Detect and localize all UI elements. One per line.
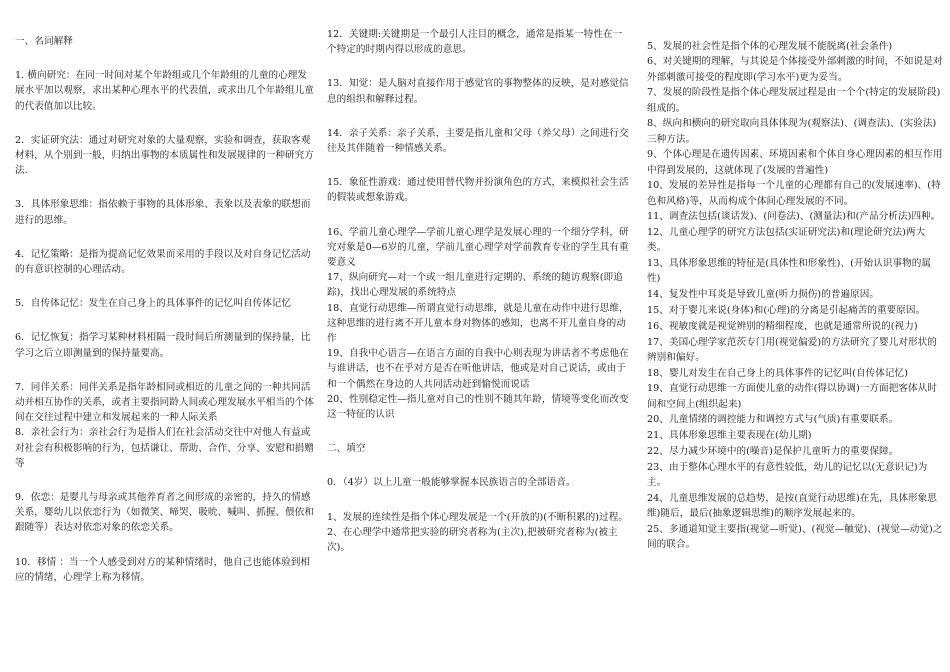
term-definition: 19、自我中心语言—在语言方面的自我中心则表现为讲话者不考虑他在与谁讲话，也不在乎对方是否在听他讲话，他或是对自己说话，或由于和一个偶然在身边的人共同活动赶到愉悦而说话 <box>327 348 629 390</box>
fill-in-item: 19、直觉行动思维一方面使儿童的动作(得以协调)一方面把客体从时间和空间上(组织起来) <box>647 383 937 410</box>
fill-in-item: 8、纵向和横向的研究取向具体体现为(观察法)、(调查法)、(实验法)三种方法。 <box>647 118 937 145</box>
fill-in-item: 21、具体形象思维主要表现在(幼儿期) <box>647 430 812 442</box>
column-middle <box>327 27 630 555</box>
section-heading-definitions: 一、名词解释 <box>15 36 73 47</box>
term-definition: 12．关键期:关键期是一个最引人注目的概念，通常是指某一特性在一个特定的时期内得以形成的意思。 <box>327 29 623 56</box>
fill-in-item: 9、个体心理是在遗传因素、环境因素和个体自身心理因素的相互作用中得到发展的，这就体现了(发展的普遍性) <box>647 149 943 176</box>
fill-in-item: 15、对于婴儿来说(身体)和(心理)的分离是引起痛苦的重要原因。 <box>647 304 926 316</box>
fill-in-item: 16、视敏度就是视觉辨别的精细程度，也就是通常所说的(视力) <box>647 320 918 332</box>
fill-in-item: 13、具体形象思维的特征是(具体性和形象性)、(开始认识事物的属性) <box>647 258 932 285</box>
fill-in-item: 7、发展的阶段性是指个体心理发展过程是由一个个(特定的发展阶段)组成的。 <box>647 87 941 114</box>
term-definition: 7．同伴关系：同伴关系是指年龄相同或相近的儿童之间的一种共同活动并相互协作的关系，或者主要指同龄人间或心理发展水平相当的个体间在交往过程中建立和发展起来的一种人际关系 <box>15 381 314 424</box>
term-definition: 5．自传体记忆：发生在自己身上的具体事件的记忆叫自传体记忆 <box>15 298 292 310</box>
fill-in-item: 20、儿童情绪的调控能力和调控方式与(气质)有重要联系。 <box>647 414 899 426</box>
term-definition: 6．记忆恢复：指学习某种材料相隔一段时间后所测量到的保持量，比学习之后立即测量到的保持量要高。 <box>15 332 311 359</box>
fill-in-item: 5、发展的社会性是指个体的心理发展不能脱离(社会条件) <box>647 40 893 52</box>
term-definition: 14．亲子关系：亲子关系，主要是指儿童和父母（养父母）之间进行交往及其伴随着一种情感关系。 <box>327 127 629 155</box>
term-definition: 2．实证研究法：通过对研究对象的大量观察，实验和调查，获取客观材料，从个别到一般，归纳出事物的本质属性和发展规律的一种研究方法. <box>15 134 314 177</box>
term-definition: 1. 横向研究：在同一时间对某个年龄组或几个年龄组的儿童的心理发展水平加以观察，求出某种心理水平的代表值，或求出几个年龄组儿童的代表值加以比较。 <box>15 70 314 112</box>
term-definition: 15．象征性游戏：通过使用替代物并扮演角色的方式，来模拟社会生活的假装或想象游戏。 <box>327 177 629 204</box>
fill-in-item: 17、美国心理学家范茨专门用(视觉偏爱)的方法研究了婴儿对形状的辨别和偏好。 <box>647 336 937 363</box>
section-heading-fill-in: 二、填空 <box>327 443 366 455</box>
fill-in-item: 1、发展的连续性是指个体心理发展是一个(开放的)(不断积累的)过程。 <box>327 511 628 523</box>
term-definition: 4．记忆策略：是指为提高记忆效果而采用的手段以及对自身记忆活动的有意识控制的心理活动。 <box>15 248 311 276</box>
term-definition: 3．具体形象思维：指依赖于事物的具体形象、表象以及表象的联想而进行的思维。 <box>15 199 311 226</box>
fill-in-item: 25、多通道知觉主要指(视觉—听觉)、(视觉—触觉)、(视觉—动觉)之间的联合。 <box>647 523 943 550</box>
fill-in-item: 2、在心理学中通常把实验的研究者称为(主次),把被研究者称为(被主次)。 <box>327 526 618 554</box>
fill-in-item: 6、对关键期的理解，与其说是个体接受外部刺激的时间，不如说是对外部刺激可接受的程度即(学习水平)更为妥当。 <box>647 56 943 83</box>
column-left <box>15 34 315 585</box>
term-definition: 9．依恋：是婴儿与母亲或其他养育者之间形成的亲密的，持久的情感关系，婴幼儿以依恋行为（如微笑、啼哭、吸吮、喊叫、抓握、偎依和跟随等）表达对依恋对象的依恋关系。 <box>15 492 314 534</box>
term-definition: 18、直觉行动思维—所谓直觉行动思维，就是儿童在动作中进行思维，这种思维的进行离不开儿童本身对物体的感知，也离不开儿童自身的动作 <box>327 302 629 345</box>
term-definition: 13．知觉：是人脑对直接作用于感觉官的事物整体的反映，是对感觉信息的组织和解释过程。 <box>327 78 629 105</box>
term-definition: 16、学前儿童心理学—学前儿童心理学是发展心理的一个细分学科，研究对象是0—6岁的儿童，学前儿童心理学对学前教育专业的学生具有重要意义 <box>327 226 629 269</box>
column-right <box>647 38 943 552</box>
fill-in-item: 18、婴儿对发生在自己身上的具体事件的记忆叫(自传体记忆) <box>647 367 908 379</box>
fill-in-item: 12、儿童心理学的研究方法包括(实证研究法)和(理论研究法)两大类。 <box>647 227 926 254</box>
term-definition: 20、性别稳定性—指儿童对自己的性别不随其年龄，情境等变化而改变这一特征的认识 <box>327 393 629 421</box>
fill-in-item: 22、尽力减少环境中的(噪音)是保护儿童听力的重要保障。 <box>647 445 899 457</box>
term-definition: 8．亲社会行为：亲社会行为是指人们在社会活动交往中对他人有益或对社会有积极影响的行为，包括谦让、帮助、合作、分享、安慰和捐赠等 <box>15 427 314 469</box>
fill-in-item: 0．（4岁）以上儿童一般能够掌握本民族语言的全部语音。 <box>327 477 576 489</box>
fill-in-item: 10、发展的差异性是指每一个儿童的心理都有自己的(发展速率)、(特色和风格)等，从而构成个体间心理发展的不同。 <box>647 180 941 207</box>
fill-in-item: 24、儿童思维发展的总趋势，是按(直觉行动思维)在先，具体形象思维)随后，最后(抽象逻辑思维)的顺序发展起来的。 <box>647 492 937 519</box>
fill-in-item: 11、调查法包括(谈话发)、(问卷法)、(测量法)和(产品分析法)四种。 <box>647 211 941 223</box>
fill-in-item: 23、由于整体心理水平的有意性较低，幼儿的记忆以(无意识记)为主。 <box>647 461 928 488</box>
term-definition: 17、纵向研究—对一个或一组儿童进行定期的、系统的随访观察(即追踪)，找出心理发展的系统特点 <box>327 272 623 299</box>
term-definition: 10．移情 ：当一个人感受到对方的某种情绪时，他自己也能体验到相应的情绪，心理学上称为移情。 <box>15 556 311 583</box>
fill-in-item: 14、复发性中耳炎是导致儿童(听力损伤)的普遍原因。 <box>647 289 880 301</box>
